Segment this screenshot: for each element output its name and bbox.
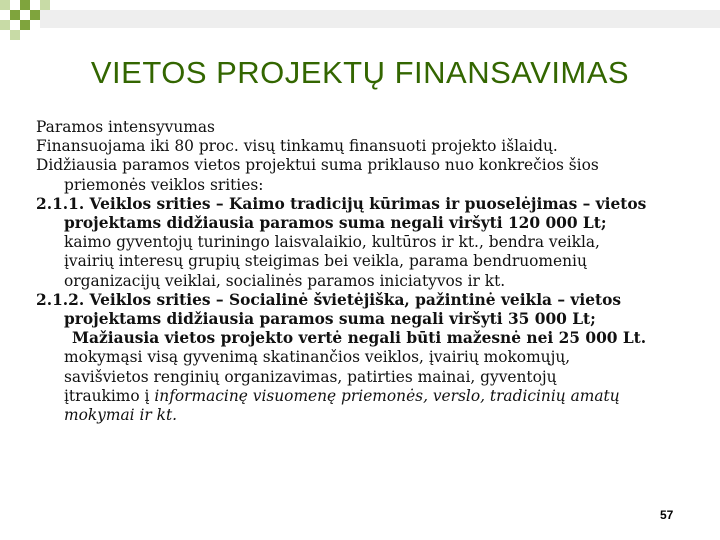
- text-line: Paramos intensyvumas: [36, 118, 215, 136]
- slide-title: VIETOS PROJEKTŲ FINANSAVIMAS: [90, 55, 630, 90]
- text-line: kaimo gyventojų turiningo laisvalaikio, kultūros ir kt., bendra veikla,: [64, 233, 600, 252]
- text-line: mokymąsi visą gyvenimą skatinančios veiklos, įvairių mokomųjų,: [64, 348, 571, 367]
- header-stripe: [40, 10, 720, 28]
- text-line: Didžiausia paramos vietos projektui suma priklauso nuo konkrečios šios: [36, 156, 599, 175]
- text-line: 2.1.2. Veiklos srities – Socialinė švietėjiška, pažintinė veikla – vietos: [36, 290, 622, 309]
- text-line: priemonės veiklos srities:: [64, 175, 264, 194]
- page-number: 57: [660, 508, 674, 522]
- text-line: Mažiausia vietos projekto vertė negali būti mažesnė nei 25 000 Lt.: [72, 329, 647, 348]
- text-line: [36, 387, 696, 406]
- text-line: 2.1.1. Veiklos srities – Kaimo tradicijų kūrimas ir puoselėjimas – vietos: [36, 194, 647, 213]
- text-line: organizacijų veiklai, socialinės paramos iniciatyvos ir kt.: [64, 271, 506, 290]
- text-fragment-italic: informacinę visuomenę priemonės, verslo, tradicinių amatų: [154, 386, 620, 405]
- text-line: mokymai ir kt.: [64, 406, 178, 425]
- text-line: įvairių interesų grupių steigimas bei veikla, parama bendruomenių: [64, 252, 587, 271]
- text-line: projektams didžiausia paramos suma negali viršyti 120 000 Lt;: [64, 214, 607, 233]
- text-fragment: įtraukimo į: [64, 386, 155, 405]
- text-line: projektams didžiausia paramos suma negali viršyti 35 000 Lt;: [64, 310, 596, 329]
- text-line: savišvietos renginių organizavimas, patirties mainai, gyventojų: [64, 367, 557, 386]
- slide-body: [36, 118, 696, 425]
- text-line: Finansuojama iki 80 proc. visų tinkamų finansuoti projekto išlaidų.: [36, 137, 558, 156]
- header-decoration: [0, 0, 720, 50]
